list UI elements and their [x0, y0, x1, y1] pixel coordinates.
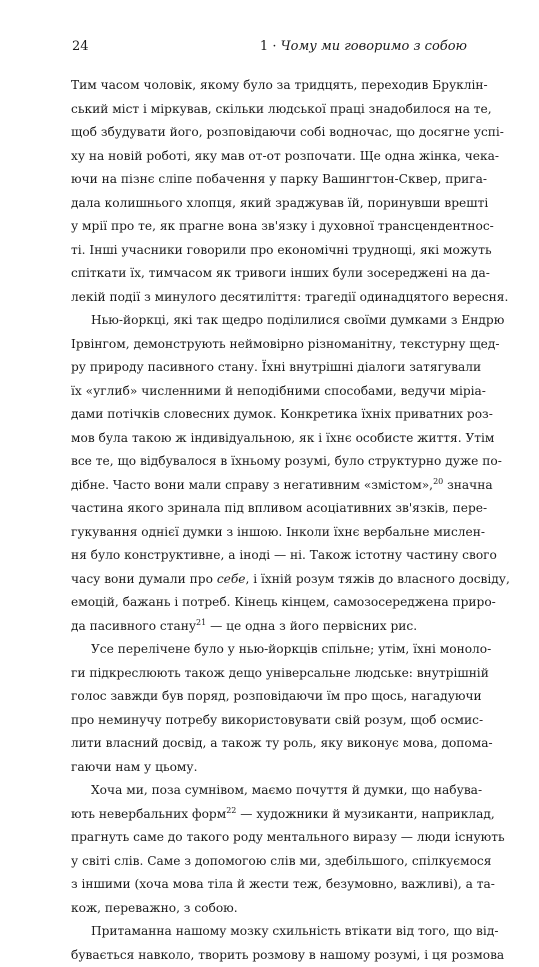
text-line — [71, 497, 471, 521]
text-line — [71, 521, 471, 545]
line-text-tail: — художники й музиканти, наприклад, — [236, 807, 494, 821]
line-text: мов була такою ж індивідуальною, як і їхнє особисте життя. Утім — [71, 431, 494, 445]
text-line — [71, 474, 471, 498]
text-line — [71, 239, 471, 263]
text-line — [71, 333, 471, 357]
line-text: у світі слів. Саме з допомогою слів ми, здебільшого, спілкуємося — [71, 854, 491, 868]
body-text — [71, 74, 471, 967]
chapter-separator: · — [272, 39, 276, 54]
line-text: дала колишнього хлопця, який зраджував їй, поринувши врешті — [71, 196, 488, 210]
text-line — [71, 873, 471, 897]
footnote-ref[interactable]: 22 — [226, 805, 236, 814]
text-line — [71, 98, 471, 122]
text-line — [71, 685, 471, 709]
line-text: кож, переважно, з собою. — [71, 901, 238, 915]
line-text: щоб збудувати його, розповідаючи собі водночас, що досягне успі- — [71, 125, 504, 139]
line-text: ху на новій роботі, яку мав от-от розпочати. Ще одна жінка, чека- — [71, 149, 499, 163]
text-line — [71, 380, 471, 404]
line-text: Хоча ми, поза сумнівом, маємо почуття й думки, що набува- — [91, 783, 482, 797]
line-text: у мрії про те, як прагне вона зв'язку і духовної трансцендентнос- — [71, 219, 494, 233]
chapter-title: Чому ми говоримо з собою — [281, 39, 467, 54]
line-text: про неминучу потребу використовувати свій розум, щоб осмис- — [71, 713, 483, 727]
page-number: 24 — [72, 39, 89, 55]
line-text: все те, що відбувалося в їхньому розумі, було структурно дуже по- — [71, 454, 502, 468]
text-line — [71, 74, 471, 98]
text-line — [71, 192, 471, 216]
text-line — [71, 427, 471, 451]
text-line — [71, 662, 471, 686]
line-text-tail: значна — [443, 478, 492, 492]
line-text: ський міст і міркував, скільки людської праці знадобилося на те, — [71, 102, 492, 116]
line-text: частина якого зринала під впливом асоціативних зв'язків, пере- — [71, 501, 487, 515]
text-line — [71, 450, 471, 474]
line-text: ги підкреслюють також дещо універсальне людське: внутрішній — [71, 666, 489, 680]
line-text: з іншими (хоча мова тіла й жести теж, безумовно, важливі), а та- — [71, 877, 495, 891]
text-line — [71, 920, 471, 944]
text-line — [71, 262, 471, 286]
chapter-number: 1 — [260, 39, 268, 54]
text-line — [71, 356, 471, 380]
text-line — [71, 803, 471, 827]
text-line — [71, 826, 471, 850]
text-line — [71, 850, 471, 874]
line-text: ня було конструктивне, а іноді — ні. Також істотну частину свого — [71, 548, 497, 562]
line-text: дібне. Часто вони мали справу з негативним «змістом», — [71, 478, 433, 492]
text-line — [71, 568, 471, 592]
line-text: Усе перелічене було у нью-йоркців спільне; утім, їхні моноло- — [91, 642, 491, 656]
emphasis-text: себе — [217, 572, 246, 586]
line-text: прагнуть саме до такого роду ментального виразу — люди існують — [71, 830, 505, 844]
line-text-tail: , і їхній розум тяжів до власного досвіду, — [246, 572, 510, 586]
line-text: ру природу пасивного стану. Їхні внутрішні діалоги затягували — [71, 360, 481, 374]
text-line — [71, 638, 471, 662]
text-line — [71, 286, 471, 310]
chapter-heading — [260, 39, 467, 55]
line-text: лекій події з минулого десятиліття: трагедії одинадцятого вересня. — [71, 290, 508, 304]
line-text: гукування однієї думки з іншою. Інколи їхнє вербальне мислен- — [71, 525, 485, 539]
line-text: ючи на пізнє сліпе побачення у парку Вашингтон-Сквер, прига- — [71, 172, 487, 186]
text-line — [71, 145, 471, 169]
line-text: Притаманна нашому мозку схильність втікати від того, що від- — [91, 924, 498, 938]
footnote-ref[interactable]: 20 — [433, 476, 443, 485]
text-line — [71, 732, 471, 756]
line-text: бувається навколо, творить розмову в нашому розумі, і ця розмова — [71, 948, 504, 962]
line-text: гаючи нам у цьому. — [71, 760, 197, 774]
text-line — [71, 215, 471, 239]
text-line — [71, 591, 471, 615]
line-text: Ірвінгом, демонструють неймовірно різноманітну, текстурну щед- — [71, 337, 500, 351]
text-line — [71, 168, 471, 192]
text-line — [71, 309, 471, 333]
line-text: ють невербальних форм — [71, 807, 226, 821]
line-text: ті. Інші учасники говорили про економічні труднощі, які можуть — [71, 243, 492, 257]
line-text-tail: — це одна з його первісних рис. — [206, 619, 417, 633]
line-text: Нью-йоркці, які так щедро поділилися своїми думками з Ендрю — [91, 313, 504, 327]
text-line — [71, 403, 471, 427]
text-line — [71, 121, 471, 145]
line-text: Тим часом чоловік, якому було за тридцять, переходив Бруклін- — [71, 78, 488, 92]
line-text: да пасивного стану — [71, 619, 196, 633]
line-text: часу вони думали про — [71, 572, 217, 586]
line-text: лити власний досвід, а також ту роль, яку виконує мова, допома- — [71, 736, 493, 750]
line-text: голос завжди був поряд, розповідаючи їм про щось, нагадуючи — [71, 689, 482, 703]
text-line — [71, 756, 471, 780]
line-text: спіткати їх, тимчасом як тривоги інших були зосереджені на да- — [71, 266, 490, 280]
text-line — [71, 615, 471, 639]
footnote-ref[interactable]: 21 — [196, 617, 206, 626]
text-line — [71, 709, 471, 733]
text-line — [71, 779, 471, 803]
line-text: їх «углиб» численними й неподібними способами, ведучи міріа- — [71, 384, 486, 398]
text-line — [71, 544, 471, 568]
text-line — [71, 897, 471, 921]
text-line — [71, 944, 471, 967]
line-text: емоцій, бажань і потреб. Кінець кінцем, самозосереджена приро- — [71, 595, 496, 609]
line-text: дами потічків словесних думок. Конкретика їхніх приватних роз- — [71, 407, 493, 421]
